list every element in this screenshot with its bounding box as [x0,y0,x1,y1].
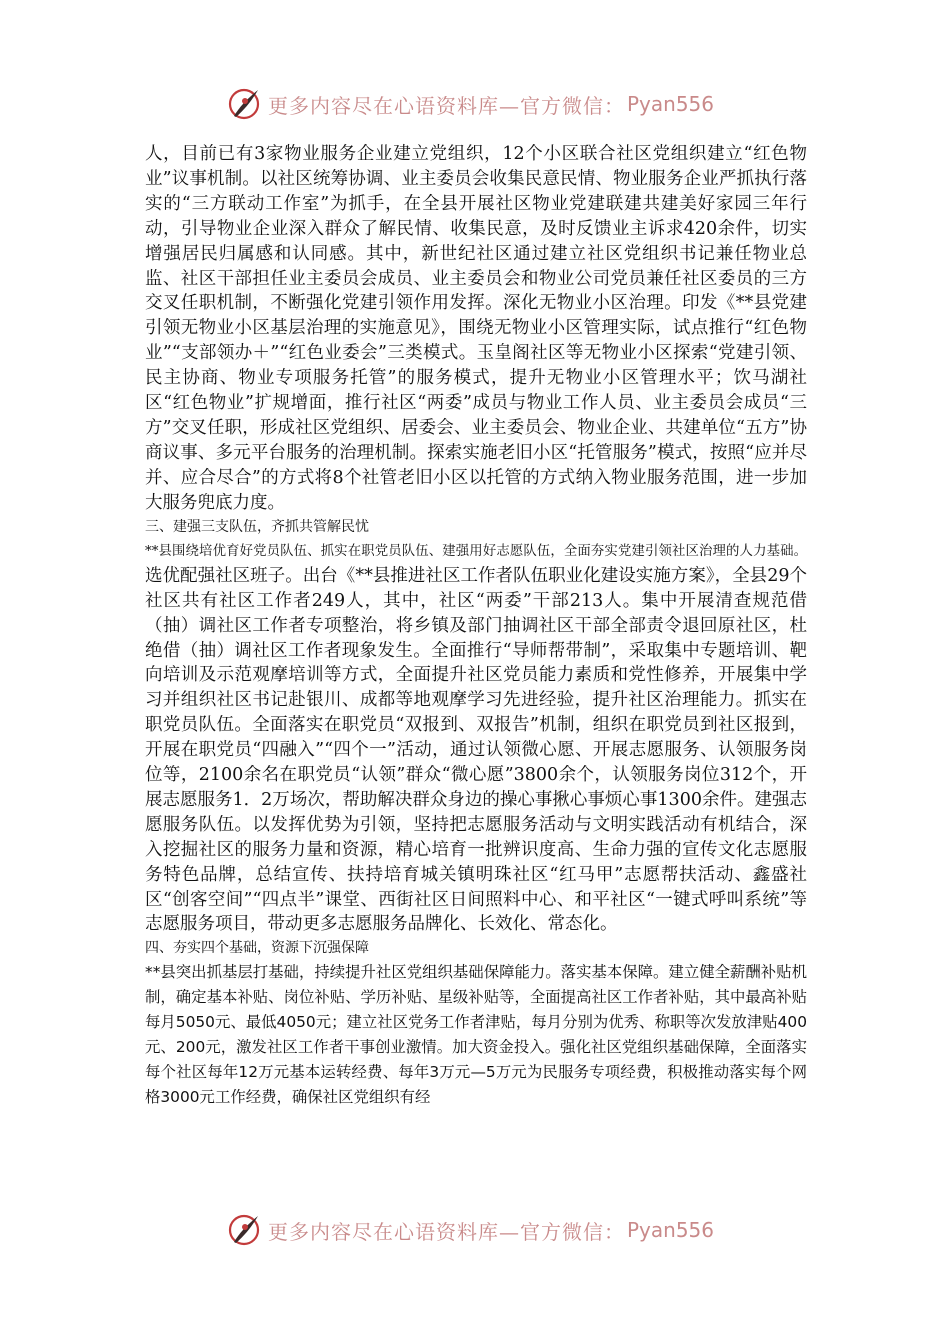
paragraph-team-building-lead: **县围绕培优育好党员队伍、抓实在职党员队伍、建强用好志愿队伍，全面夯实党建引领社区治理的人力基础。 [145,544,807,560]
header-banner-brand: Pyan556 [627,92,715,116]
footer-banner-text: 更多内容尽在心语资料库—官方微信： [268,1219,625,1244]
footer-banner [226,1210,714,1250]
quill-logo-icon [226,86,262,122]
footer-banner-brand: Pyan556 [627,1218,715,1242]
document-body [145,142,807,1110]
paragraph-team-building [145,538,807,937]
paragraph-basic-guarantee: **县突出抓基层打基础，持续提升社区党组织基础保障能力。落实基本保障。建立健全薪酬补贴机制，确定基本补贴、岗位补贴、学历补贴、星级补贴等，全面提高社区工作者补贴，其中最高补贴每月5050元、最低4050元；建立社区党务工作者津贴，每月分别为优秀、称职等次发放津贴400元、200元，激发社区工作者干事创业激情。加大资金投入。强化社区党组织基础保障，全面落实每个社区每年12万元基本运转经费、每年3万元—5万元为民服务专项经费，积极推动落实每个网格3000元工作经费，确保社区党组织有经 [145,962,807,1106]
header-banner [226,84,714,124]
header-banner-text: 更多内容尽在心语资料库—官方微信： [268,93,625,118]
paragraph-property-service: 人，目前已有3家物业服务企业建立党组织，12个小区联合社区党组织建立“红色物业”议事机制。以社区统筹协调、业主委员会收集民意民情、物业服务企业严抓执行落实的“三方联动工作室”为抓手，在全县开展社区物业党建联建共建美好家园三年行动，引导物业企业深入群众了解民情、收集民意，及时反馈业主诉求420余件，切实增强居民归属感和认同感。其中，新世纪社区通过建立社区党组织书记兼任物业总监、社区干部担任业主委员会成员、业主委员会和物业公司党员兼任社区委员的三方交叉任职机制，不断强化党建引领作用发挥。深化无物业小区治理。印发《**县党建引领无物业小区基层治理的实施意见》，围绕无物业小区管理实际，试点推行“红色物业”“支部领办＋”“红色业委会”三类模式。玉皇阁社区等无物业小区探索“党建引领、民主协商、物业专项服务托管”的服务模式，提升无物业小区管理水平；饮马湖社区“红色物业”扩规增面，推行社区“两委”成员与物业工作人员、业主委员会成员“三方”交叉任职，形成社区党组织、居委会、业主委员会、物业企业、共建单位“五方”协商议事、多元平台服务的治理机制。探索实施老旧小区“托管服务”模式，按照“应并尽并、应合尽合”的方式将8个社管老旧小区以托管的方式纳入物业服务范围，进一步加大服务兜底力度。 [145,144,807,513]
paragraph-team-building-rest: 选优配强社区班子。出台《**县推进社区工作者队伍职业化建设实施方案》，全县29个社区共有社区工作者249人，其中，社区“两委”干部213人。集中开展清查规范借（抽）调社区工作者专项整治，将乡镇及部门抽调社区干部全部责令退回原社区，杜绝借（抽）调社区工作者现象发生。全面推行“导师帮带制”，采取集中专题培训、靶向培训及示范观摩培训等方式，全面提升社区党员能力素质和党性修养，开展集中学习并组织社区书记赴银川、成都等地观摩学习先进经验，提升社区治理能力。抓实在职党员队伍。全面落实在职党员“双报到、双报告”机制，组织在职党员到社区报到，开展在职党员“四融入”“四个一”活动，通过认领微心愿、开展志愿服务、认领服务岗位等，2100余名在职党员“认领”群众“微心愿”3800余个，认领服务岗位312个，开展志愿服务1．2万场次，帮助解决群众身边的操心事揪心事烦心事1300余件。建强志愿服务队伍。以发挥优势为引领，坚持把志愿服务活动与文明实践活动有机结合，深入挖掘社区的服务力量和资源，精心培育一批辨识度高、生命力强的宣传文化志愿服务特色品牌，总结宣传、扶持培育城关镇明珠社区“红马甲”志愿帮扶活动、鑫盛社区“创客空间”“四点半”课堂、西街社区日间照料中心、和平社区“一键式呼叫系统”等志愿服务项目，带动更多志愿服务品牌化、长效化、常态化。 [145,565,807,935]
section-heading-four: 四、夯实四个基础，资源下沉强保障 [145,940,369,957]
section-heading-three: 三、建强三支队伍，齐抓共管解民忧 [145,518,369,535]
quill-logo-icon [226,1212,262,1248]
